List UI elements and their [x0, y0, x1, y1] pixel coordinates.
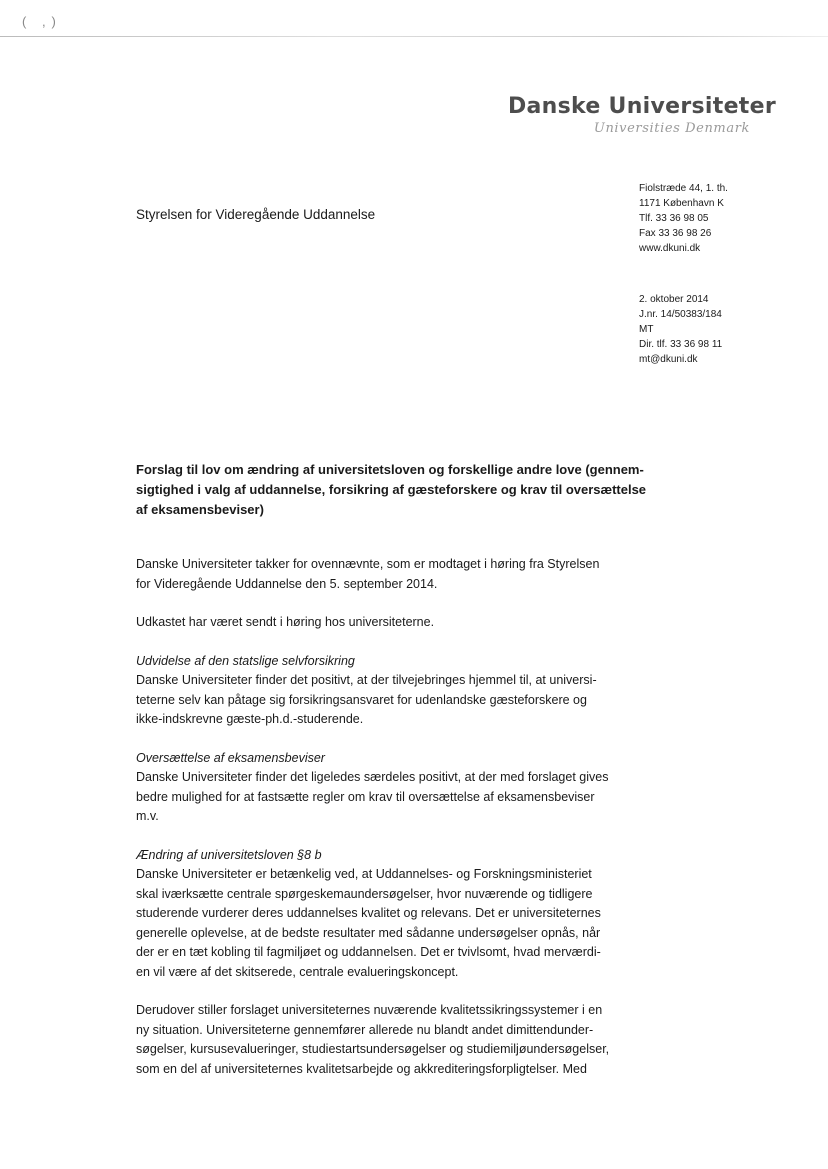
- body-line: studerende vurderer deres uddannelses kvalitet og relevans. Det er universiteternes: [136, 906, 601, 920]
- intro-paragraph: [136, 555, 633, 594]
- sent-paragraph: [136, 613, 633, 633]
- body-line: for Videregående Uddannelse den 5. september 2014.: [136, 576, 438, 591]
- journal-number: J.nr. 14/50383/184: [639, 309, 722, 320]
- letter-subject: [136, 460, 647, 520]
- body-line: Danske Universiteter takker for ovennævnte, som er modtaget i høring fra Styrelsen: [136, 557, 600, 571]
- body-line: teterne selv kan påtage sig forsikringsansvaret for udenlandske gæsteforskere og: [136, 692, 587, 707]
- section-quality-systems: [136, 1001, 633, 1079]
- section-self-insurance: [136, 652, 633, 730]
- body-line: Udkastet har været sendt i høring hos universiteterne.: [136, 615, 435, 629]
- letterhead-org-name: Danske Universiteter: [507, 94, 776, 119]
- scan-mark: ( ,): [22, 14, 62, 29]
- recipient: Styrelsen for Videregående Uddannelse: [136, 207, 376, 222]
- letter-date: 2. oktober 2014: [639, 294, 709, 305]
- body-line: skal iværksætte centrale spørgeskemaundersøgelser, hvor nuværende og tidligere: [136, 886, 593, 901]
- letterhead-org-name-english: Universities Denmark: [593, 121, 750, 136]
- author-email: mt@dkuni.dk: [639, 354, 698, 365]
- scan-edge-line: [0, 36, 828, 37]
- section-heading: Oversættelse af eksamensbeviser: [136, 750, 325, 765]
- sender-fax: Fax 33 36 98 26: [639, 228, 712, 239]
- body-line: som en del af universiteternes kvalitetsarbejde og akkrediteringsforpligtelser. Med: [136, 1061, 587, 1076]
- sender-address-line1: Fiolstræde 44, 1. th.: [639, 183, 728, 194]
- section-university-law: [136, 846, 633, 983]
- section-heading: Udvidelse af den statslige selvforsikring: [136, 653, 355, 668]
- body-line: Danske Universiteter finder det ligeledes særdeles positivt, at der med forslaget gives: [136, 770, 609, 784]
- sender-web: www.dkuni.dk: [639, 243, 701, 254]
- body-line: Derudover stiller forslaget universiteternes nuværende kvalitetssikringssystemer i en: [136, 1003, 603, 1017]
- subject-line: af eksamensbeviser): [136, 502, 264, 517]
- direct-phone: Dir. tlf. 33 36 98 11: [639, 339, 723, 350]
- body-line: generelle oplevelse, at de bedste resultater med sådanne undersøgelser opnås, når: [136, 925, 601, 940]
- letter-body: [136, 555, 633, 1098]
- section-translation: [136, 749, 633, 827]
- subject-line: Forslag til lov om ændring af universitetsloven og forskellige andre love (gennem-: [136, 462, 644, 477]
- body-line: søgelser, kursusevalueringer, studiestartsundersøgelser og studiemiljøundersøgelser,: [136, 1042, 610, 1056]
- body-line: en vil være af det skitserede, centrale evalueringskoncept.: [136, 964, 459, 979]
- body-line: ny situation. Universiteterne gennemfører allerede nu blandt andet dimittendunder-: [136, 1022, 594, 1037]
- section-heading: Ændring af universitetsloven §8 b: [136, 847, 322, 862]
- body-line: Danske Universiteter finder det positivt, at der tilvejebringes hjemmel til, at universi-: [136, 673, 597, 687]
- sender-address-block: [639, 181, 728, 256]
- body-line: ikke-indskrevne gæste-ph.d.-studerende.: [136, 712, 364, 726]
- sender-address-line2: 1171 København K: [639, 198, 724, 209]
- body-line: der er en tæt kobling til fagmiljøet og uddannelsen. Det er tvivlsomt, hvad merværdi-: [136, 945, 601, 959]
- body-line: Danske Universiteter er betænkelig ved, at Uddannelses- og Forskningsministeriet: [136, 867, 592, 881]
- subject-line: sigtighed i valg af uddannelse, forsikring af gæsteforskere og krav til oversættelse: [136, 482, 647, 497]
- sender-phone: Tlf. 33 36 98 05: [639, 213, 709, 224]
- author-initials: MT: [639, 324, 654, 335]
- body-line: bedre mulighed for at fastsætte regler om krav til oversættelse af eksamensbeviser: [136, 789, 595, 804]
- body-line: m.v.: [136, 809, 159, 823]
- letter-meta-block: [639, 292, 722, 367]
